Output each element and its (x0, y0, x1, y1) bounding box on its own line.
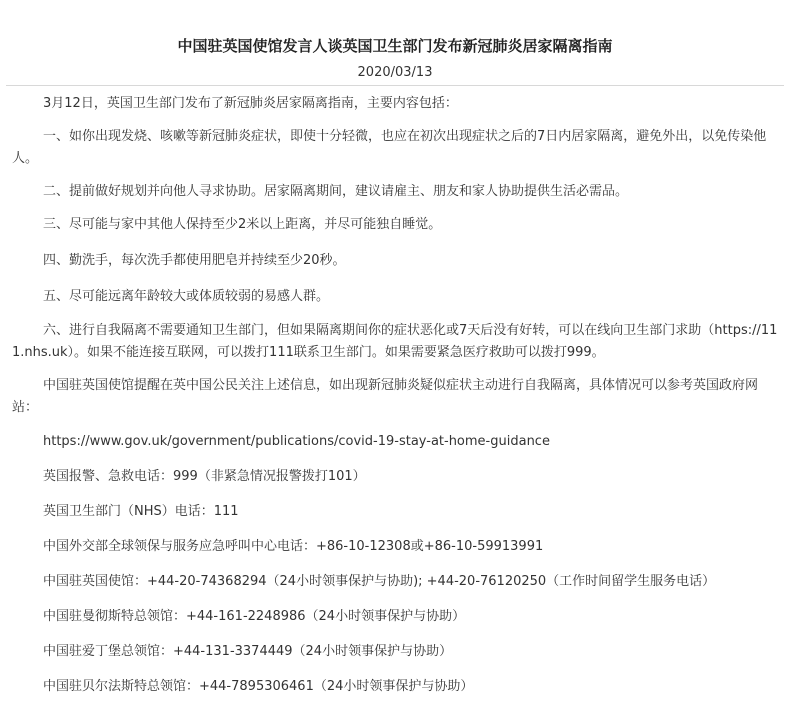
paragraph-reminder: 中国驻英国使馆提醒在英中国公民关注上述信息，如出现新冠肺炎疑似症状主动进行自我隔离，具体情况可以参考英国政府网站： (12, 378, 759, 415)
paragraph-item-5: 五、尽可能远离年龄较大或体质较弱的易感人群。 (43, 289, 330, 304)
contact-nhs: 英国卫生部门（NHS）电话：111 (43, 504, 239, 519)
publish-date: 2020/03/13 (357, 65, 433, 80)
contact-police-emergency: 英国报警、急救电话：999（非紧急情况报警拨打101） (43, 469, 366, 484)
title-divider (6, 85, 784, 86)
paragraph-item-4: 四、勤洗手，每次洗手都使用肥皂并持续至少20秒。 (43, 253, 346, 268)
contact-embassy-london: 中国驻英国使馆：+44-20-74368294（24小时领事保护与协助); +44-20-76120250（工作时间留学生服务电话） (43, 574, 716, 589)
contact-consulate-belfast: 中国驻贝尔法斯特总领馆：+44-7895306461（24小时领事保护与协助） (43, 679, 474, 694)
contact-consulate-edinburgh: 中国驻爱丁堡总领馆：+44-131-3374449（24小时领事保护与协助） (43, 644, 453, 659)
gov-guidance-link[interactable]: https://www.gov.uk/government/publications/covid-19-stay-at-home-guidance (43, 434, 550, 449)
paragraph-item-6: 六、进行自我隔离不需要通知卫生部门，但如果隔离期间你的症状恶化或7天后没有好转，可以在线向卫生部门求助（https://111.nhs.uk）。如果不能连接互联网，可以拨打111联系卫生部门。如果需要紧急医疗救助可以拨打999。 (12, 323, 778, 360)
paragraph-item-2: 二、提前做好规划并向他人寻求协助。居家隔离期间，建议请雇主、朋友和家人协助提供生活必需品。 (43, 184, 629, 199)
contact-consulate-manchester: 中国驻曼彻斯特总领馆：+44-161-2248986（24小时领事保护与协助） (43, 609, 466, 624)
paragraph-intro: 3月12日，英国卫生部门发布了新冠肺炎居家隔离指南，主要内容包括： (43, 96, 458, 111)
paragraph-item-1: 一、如你出现发烧、咳嗽等新冠肺炎症状，即使十分轻微，也应在初次出现症状之后的7日内居家隔离，避免外出，以免传染他人。 (12, 129, 767, 166)
paragraph-item-3: 三、尽可能与家中其他人保持至少2米以上距离，并尽可能独自睡觉。 (43, 217, 442, 232)
contact-mfa-hotline: 中国外交部全球领保与服务应急呼叫中心电话：+86-10-12308或+86-10-59913991 (43, 539, 544, 554)
article-title: 中国驻英国使馆发言人谈英国卫生部门发布新冠肺炎居家隔离指南 (177, 37, 613, 55)
